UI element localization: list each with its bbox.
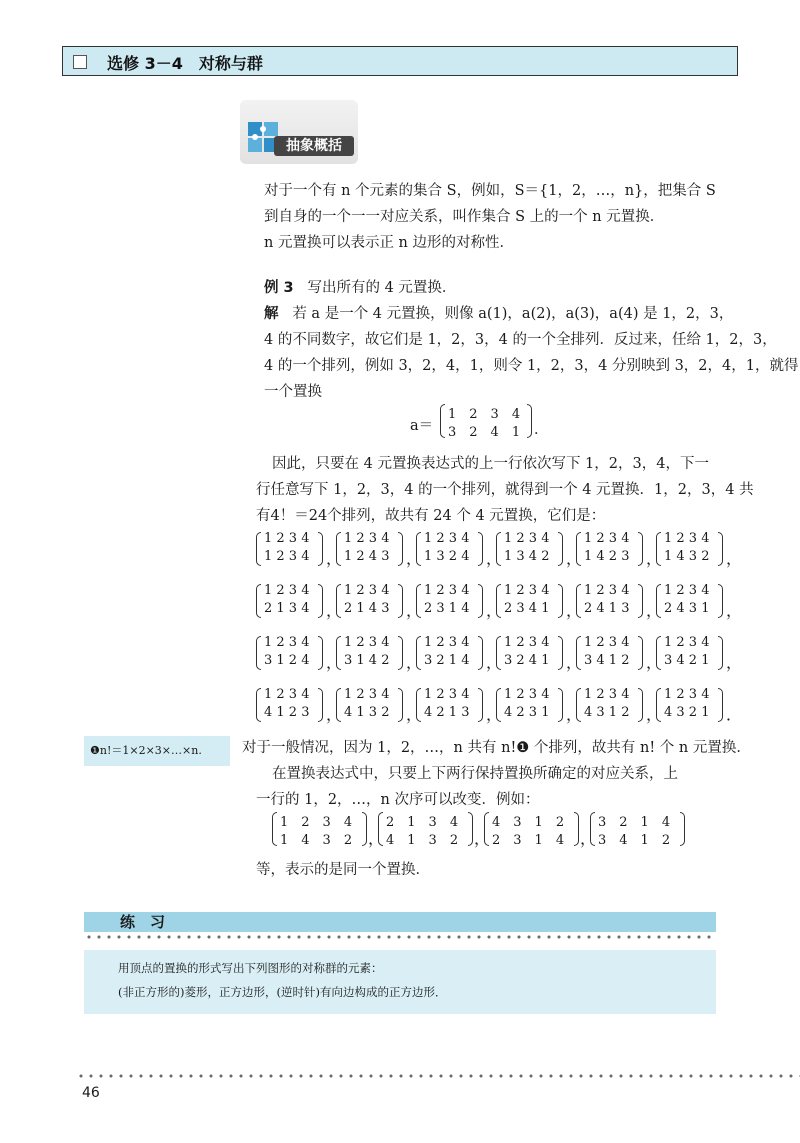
comma: ， [486, 705, 503, 724]
comma: ， [566, 601, 583, 620]
perm-top-row: 1 2 3 4 [504, 531, 550, 546]
perm-bottom-row: 2 1 4 3 [344, 601, 390, 616]
dotted-divider [84, 935, 716, 939]
paragraph-line-1: 因此，只要在 4 元置换表达式的上一行依次写下 1，2，3，4，下一 [272, 456, 709, 472]
a-prefix: a＝ [410, 418, 434, 434]
comma: ， [566, 549, 583, 568]
bracket-left [336, 584, 341, 618]
bracket-right [638, 688, 643, 722]
footer-divider [76, 1074, 800, 1078]
perm-bottom-row: 3 2 1 4 [424, 653, 470, 668]
comma: ， [646, 549, 663, 568]
perm-bottom-row: 3 2 4 1 [448, 425, 521, 440]
bracket-right [318, 636, 323, 670]
perm-bottom-row: 1 3 2 4 [424, 549, 470, 564]
exercise-header [84, 912, 716, 932]
permutation-matrix [336, 687, 423, 724]
permutation-matrix [656, 583, 743, 620]
perm-top-row: 1 2 3 4 [424, 583, 470, 598]
perm-bottom-row: 4 1 3 2 [344, 705, 390, 720]
perm-top-row: 1 2 3 4 [344, 635, 390, 650]
perm-bottom-row: 1 4 3 2 [280, 833, 353, 848]
bracket-right [318, 584, 323, 618]
bracket-left [576, 688, 581, 722]
paragraph-line-3: 有4！＝24个排列，故共有 24 个 4 元置换，它们是： [256, 508, 606, 524]
bracket-left [416, 584, 421, 618]
example-label: 例 3 [264, 280, 294, 296]
bracket-left [256, 584, 261, 618]
perm-top-row: 1 2 3 4 [424, 687, 470, 702]
abstract-line-1: 对于一个有 n 个元素的集合 S，例如，S＝{1，2，…，n}，把集合 S [264, 183, 716, 199]
permutation-matrix [576, 687, 663, 724]
permutation-matrix [576, 635, 663, 672]
bracket-left [656, 584, 661, 618]
bracket-left [576, 532, 581, 566]
perm-top-row: 1 2 3 4 [264, 531, 310, 546]
perm-bottom-row: 3 4 1 2 [598, 833, 671, 848]
exercise-title: 练 习 [120, 913, 166, 931]
comma: ． [726, 705, 743, 724]
perm-bottom-row: 1 4 2 3 [584, 549, 630, 564]
bracket-left [256, 636, 261, 670]
comma: ， [326, 549, 343, 568]
paragraph-line-2: 行任意写下 1，2，3，4 的一个排列，就得到一个 4 元置换．1，2，3，4 共 [256, 482, 754, 498]
perm-bottom-row: 4 3 1 2 [584, 705, 630, 720]
bracket-right [398, 688, 403, 722]
badge-label: 抽象概括 [274, 136, 354, 156]
bracket-left [256, 532, 261, 566]
perm-top-row: 1 2 3 4 [264, 635, 310, 650]
bracket-left [656, 688, 661, 722]
bracket-right [527, 404, 532, 438]
comma: ， [646, 601, 663, 620]
comma: ， [326, 705, 343, 724]
perm-bottom-row: 1 2 3 4 [264, 549, 310, 564]
same-text: 等，表示的是同一个置换． [256, 862, 430, 878]
perm-bottom-row: 3 4 2 1 [664, 653, 710, 668]
bracket-left [496, 688, 501, 722]
bracket-left [656, 636, 661, 670]
comma: ， [406, 705, 423, 724]
chapter-header [62, 46, 738, 76]
bracket-right [398, 584, 403, 618]
permutation-matrix [256, 635, 343, 672]
comma: ， [726, 601, 743, 620]
bracket-left [256, 688, 261, 722]
permutation-matrix [416, 531, 503, 568]
permutation-matrix [336, 635, 423, 672]
bracket-left [336, 532, 341, 566]
comma: ， [486, 653, 503, 672]
perm-top-row: 1 2 3 4 [584, 583, 630, 598]
solution-line-2: 4 的不同数字，故它们是 1，2，3，4 的一个全排列．反过来，任给 1，2，3， [264, 332, 777, 348]
solution-line-3: 4 的一个排列，例如 3，2，4，1，则令 1，2，3，4 分别映到 3，2，4，1，就得 [264, 358, 799, 374]
comma: ， [566, 705, 583, 724]
permutation-matrix [336, 583, 423, 620]
example-heading [264, 278, 456, 298]
perm-bottom-row: 4 2 1 3 [424, 705, 470, 720]
exercise-line-1: 用顶点的置换的形式写出下列图形的对称群的元素： [118, 961, 383, 975]
perm-bottom-row: 2 3 1 4 [424, 601, 470, 616]
comma: ， [646, 705, 663, 724]
equivalent-permutation [378, 812, 491, 848]
perm-bottom-row: 4 1 3 2 [386, 833, 459, 848]
perm-top-row: 1 2 3 4 [664, 531, 710, 546]
bracket-right [718, 688, 723, 722]
page-number: 46 [82, 1085, 100, 1101]
exercise-line-2: (非正方形的)菱形，正方边形，(逆时针)有向边构成的正方边形． [118, 985, 447, 999]
comma: ， [406, 653, 423, 672]
bracket-right [398, 636, 403, 670]
solution-text-1: 若 a 是一个 4 元置换，则像 a(1)，a(2)，a(3)，a(4) 是 1，2，3， [292, 306, 734, 322]
perm-top-row: 1 2 3 4 [344, 583, 390, 598]
comma: ， [406, 549, 423, 568]
bracket-right [718, 584, 723, 618]
equivalent-permutation [484, 812, 597, 848]
permutation-matrix [416, 635, 503, 672]
perm-top-row: 1 2 3 4 [504, 635, 550, 650]
perm-top-row: 1 2 3 4 [584, 531, 630, 546]
comma: ， [486, 549, 503, 568]
bracket-right [558, 688, 563, 722]
comma: ， [726, 653, 743, 672]
perm-bottom-row: 2 1 3 4 [264, 601, 310, 616]
perm-bottom-row: 2 4 1 3 [584, 601, 630, 616]
permutation-matrix [496, 531, 583, 568]
comma: ， [580, 829, 597, 848]
bracket-right [318, 532, 323, 566]
perm-bottom-row: 3 1 2 4 [264, 653, 310, 668]
perm-top-row: 1 2 3 4 [584, 635, 630, 650]
square-icon [73, 55, 87, 69]
section-badge [240, 100, 358, 164]
bracket-right [638, 532, 643, 566]
bracket-left [440, 404, 445, 438]
bracket-left [496, 584, 501, 618]
perm-top-row: 1 2 3 4 [424, 635, 470, 650]
comma: ， [486, 601, 503, 620]
bracket-left [416, 636, 421, 670]
bracket-right [318, 688, 323, 722]
solution-line-4: 一个置换 [264, 384, 322, 400]
comma: ， [326, 653, 343, 672]
perm-top-row: 4 3 1 2 [492, 815, 565, 830]
perm-top-row: 3 2 1 4 [598, 815, 671, 830]
bracket-left [416, 688, 421, 722]
solution-label: 解 [264, 306, 279, 322]
permutation-a [440, 404, 540, 438]
a-end: ． [534, 422, 549, 438]
bracket-right [478, 688, 483, 722]
example-text: 写出所有的 4 元置换． [307, 280, 457, 296]
abstract-line-2: 到自身的一个一一对应关系，叫作集合 S 上的一个 n 元置换． [264, 209, 665, 225]
bracket-right [718, 636, 723, 670]
abstract-line-3: n 元置换可以表示正 n 边形的对称性． [264, 235, 515, 251]
bracket-left [590, 812, 595, 846]
bracket-left [656, 532, 661, 566]
comma: ， [726, 549, 743, 568]
permutation-matrix [336, 531, 423, 568]
bracket-right [558, 532, 563, 566]
perm-bottom-row: 3 1 4 2 [344, 653, 390, 668]
bracket-left [416, 532, 421, 566]
bracket-left [576, 636, 581, 670]
permutation-matrix [656, 531, 743, 568]
bracket-right [478, 584, 483, 618]
perm-top-row: 1 2 3 4 [664, 583, 710, 598]
perm-top-row: 1 2 3 4 [504, 583, 550, 598]
perm-top-row: 1 2 3 4 [344, 531, 390, 546]
bracket-right [680, 812, 685, 846]
perm-top-row: 1 2 3 4 [664, 687, 710, 702]
comma: ， [326, 601, 343, 620]
comma: ， [474, 829, 491, 848]
perm-top-row: 1 2 3 4 [448, 407, 521, 422]
perm-bottom-row: 4 1 2 3 [264, 705, 310, 720]
perm-bottom-row: 2 3 1 4 [492, 833, 565, 848]
perm-bottom-row: 1 3 4 2 [504, 549, 550, 564]
permutation-matrix [256, 531, 343, 568]
chapter-title: 选修 3－4 对称与群 [107, 54, 263, 73]
bracket-right [478, 532, 483, 566]
perm-top-row: 1 2 3 4 [264, 687, 310, 702]
perm-top-row: 1 2 3 4 [584, 687, 630, 702]
bracket-right [398, 532, 403, 566]
perm-bottom-row: 4 2 3 1 [504, 705, 550, 720]
perm-top-row: 1 2 3 4 [344, 687, 390, 702]
bracket-left [336, 636, 341, 670]
comma: ， [406, 601, 423, 620]
permutation-matrix [256, 687, 343, 724]
bracket-right [558, 636, 563, 670]
permutation-matrix [496, 635, 583, 672]
bracket-left [496, 532, 501, 566]
perm-top-row: 1 2 3 4 [280, 815, 353, 830]
equivalent-permutation [272, 812, 385, 848]
perm-top-row: 1 2 3 4 [264, 583, 310, 598]
permutation-matrix [656, 687, 743, 724]
bracket-right [558, 584, 563, 618]
general-line: 对于一般情况，因为 1，2，…，n 共有 n!❶ 个排列，故共有 n! 个 n 元置换． [242, 740, 751, 756]
perm-bottom-row: 3 2 4 1 [504, 653, 550, 668]
bracket-right [478, 636, 483, 670]
permutation-matrix [416, 687, 503, 724]
equivalent-permutation [590, 812, 690, 846]
perm-bottom-row: 2 4 3 1 [664, 601, 710, 616]
bracket-left [496, 636, 501, 670]
permutation-matrix [656, 635, 743, 672]
footnote-box: ❶n!＝1×2×3×…×n. [84, 736, 230, 766]
comma: ， [566, 653, 583, 672]
permutation-matrix [576, 531, 663, 568]
solution-line-1 [264, 304, 733, 324]
permutation-matrix [496, 687, 583, 724]
bracket-right [718, 532, 723, 566]
perm-top-row: 1 2 3 4 [424, 531, 470, 546]
bracket-right [574, 812, 579, 846]
reorder-line-2: 一行的 1，2，…，n 次序可以改变．例如： [256, 792, 540, 808]
perm-bottom-row: 4 3 2 1 [664, 705, 710, 720]
bracket-left [272, 812, 277, 846]
comma: ， [368, 829, 385, 848]
comma: ， [646, 653, 663, 672]
perm-bottom-row: 3 4 1 2 [584, 653, 630, 668]
perm-bottom-row: 2 3 4 1 [504, 601, 550, 616]
bracket-left [336, 688, 341, 722]
perm-top-row: 2 1 3 4 [386, 815, 459, 830]
bracket-left [576, 584, 581, 618]
bracket-left [378, 812, 383, 846]
permutation-matrix [416, 583, 503, 620]
permutation-matrix [576, 583, 663, 620]
permutation-matrix [256, 583, 343, 620]
bracket-right [638, 636, 643, 670]
perm-top-row: 1 2 3 4 [664, 635, 710, 650]
perm-top-row: 1 2 3 4 [504, 687, 550, 702]
exercise-box [84, 950, 716, 1014]
reorder-line-1: 在置换表达式中，只要上下两行保持置换所确定的对应关系，上 [272, 766, 678, 782]
permutation-matrix [496, 583, 583, 620]
bracket-right [362, 812, 367, 846]
perm-bottom-row: 1 2 4 3 [344, 549, 390, 564]
bracket-right [468, 812, 473, 846]
perm-bottom-row: 1 4 3 2 [664, 549, 710, 564]
bracket-left [484, 812, 489, 846]
bracket-right [638, 584, 643, 618]
